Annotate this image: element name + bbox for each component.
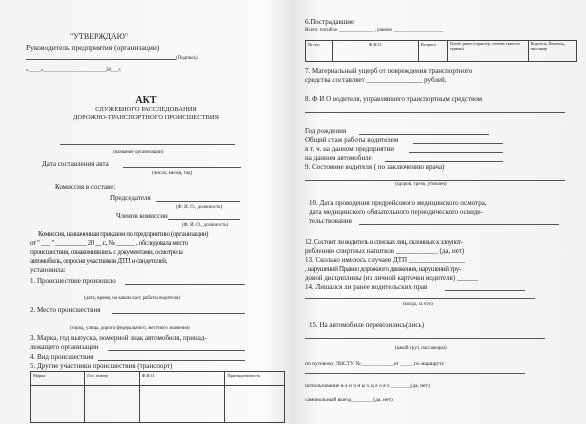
- table-header-cell: Принадлежность: [225, 372, 285, 386]
- head-org-label: Руководитель предприятия (организации): [26, 43, 160, 52]
- car-experience-line: [385, 161, 503, 162]
- question-15: 15. На автомобиле перевозились(лись): [309, 321, 425, 329]
- table-header-cell: Погиб, ранен (характер, степень тяжести травмы): [447, 41, 528, 62]
- question-14: 14. Лишался ли ранее водительских прав: [305, 283, 428, 291]
- question-8: 8. Ф И О водителя, управлявшего транспортным средством: [305, 95, 483, 103]
- members-label: Членов комиссии: [116, 212, 168, 220]
- question-3-fill-line: [108, 350, 245, 351]
- table-row: [31, 372, 285, 386]
- approve-stamp: "УТВЕРЖДАЮ": [70, 32, 129, 41]
- participants-table: [30, 371, 285, 423]
- question-9: 9. Состояние водителя ( по заключению врача): [305, 163, 445, 171]
- question-4: 4. Вид происшествия: [30, 353, 94, 361]
- chairman-line: [156, 201, 240, 202]
- act-date-line: [123, 167, 241, 168]
- chairman-hint: (Ф. И. О., должность): [176, 205, 223, 210]
- right-page: [295, 0, 586, 424]
- question-1-line: [125, 284, 245, 285]
- table-header-cell: Ф.И.О.: [332, 41, 418, 62]
- company-experience-label: в т. ч. на данном предприятии: [305, 145, 395, 153]
- driver-state-line: [305, 180, 565, 181]
- members-hint: (Ф. И. О., должность): [182, 223, 229, 228]
- question-5: 5. Другие участники происшествия (транспорт): [30, 362, 173, 370]
- question-13-line-1: 13. Сколько имелось случаев ДТП ________________: [305, 256, 465, 264]
- question-10-fill-line: [359, 224, 559, 225]
- birth-year-line: [359, 134, 489, 135]
- victims-table: [305, 40, 577, 62]
- question-12-line-2: реблению спиртных напитков ____________ (да, нет): [305, 247, 465, 255]
- question-2-hint: (город, улица, дорога федерального, местного значения): [70, 326, 190, 331]
- chairman-label: Председателя: [110, 194, 151, 202]
- table-header-cell: Возраст: [418, 41, 447, 62]
- unauthorized-trip-line: самовольный выезд________(да, нет): [305, 397, 393, 403]
- table-header-cell: № п/п: [306, 41, 333, 62]
- company-experience-line: [409, 152, 503, 153]
- victims-total: Всего: погибло ______________ , ранено ____________________: [305, 28, 444, 33]
- table-header-cell: Ф.И.О.: [139, 372, 225, 386]
- left-page: [0, 0, 292, 424]
- order-line-5: установила:: [30, 266, 66, 274]
- org-name-hint: (название организации): [113, 150, 164, 155]
- waybill-line: по путевому ЛИСТУ №____________от _____по маршруту: [305, 361, 445, 367]
- total-experience-label: Общий стаж работы водителем: [305, 136, 399, 144]
- question-4-line: [98, 360, 245, 361]
- act-date-label: Дата составления акта: [42, 160, 109, 168]
- total-experience-line: [413, 143, 503, 144]
- question-14-line: [445, 290, 525, 291]
- order-line-3: происшествия, ознакомившись с документами, осмотрела: [30, 248, 183, 256]
- question-2-line: [112, 313, 245, 314]
- question-3-line-1: 3. Марка, год выпуска, номерной знак автомобиля, принад-: [30, 334, 207, 342]
- commission-label: Комиссия в составе:: [55, 183, 116, 191]
- question-14-line-2: [305, 298, 535, 299]
- question-15-line: [305, 338, 545, 339]
- order-line-4: автомобиль, опросив участников ДТП и свидетелей,: [30, 257, 167, 265]
- table-row: [31, 386, 285, 423]
- route-line: [305, 373, 525, 374]
- question-6: 6.Пострадавшие: [305, 18, 355, 26]
- members-line: [168, 219, 240, 220]
- order-line-2: от " ___ " __________ 20 __ г., № ______ , обследовала место: [30, 239, 188, 247]
- question-2: 2. Место происшествия: [30, 306, 101, 314]
- birth-year-label: Год рождения: [305, 127, 347, 135]
- table-header-cell: Гос. номер: [85, 372, 139, 386]
- act-title: АКТ: [135, 95, 157, 106]
- table-header-cell: Марка: [31, 372, 85, 386]
- question-10-line-1: 10. Дата проведения предрейсового медицинского осмотра,: [309, 199, 487, 207]
- table-header-cell: Водитель, Пешеход, пассажир: [528, 41, 576, 62]
- question-3-line-2: лежащего организации: [30, 343, 99, 351]
- question-10-line-3: тельствования: [309, 217, 352, 225]
- signature-line: [26, 59, 176, 60]
- question-1-hint: (дата, время, на каком часу работы водителя): [84, 296, 180, 301]
- act-subtitle-1: СЛУЖЕБНОГО РАССЛЕДОВАНИЯ: [95, 106, 197, 113]
- question-12-line-1: 12. Состоит ли водитель в списках лиц, склонных к злоупот-: [305, 238, 463, 246]
- approval-date-line: «_____»_________________________20___г.: [26, 68, 122, 73]
- car-experience-label: на данном автомобиле: [305, 154, 372, 162]
- question-14-hint: (когда, за что): [403, 302, 433, 307]
- order-line-1: Комиссия, назначенная приказом по предприятию (организации): [38, 230, 209, 238]
- signature-hint: (Подпись): [176, 56, 198, 61]
- question-1: 1. Происшествие произошло: [30, 277, 116, 285]
- question-9-hint: (здоров, трезв, утомлен): [395, 182, 447, 187]
- question-7-line-1: 7. Материальный ущерб от повреждения транспортного: [305, 67, 473, 75]
- question-7-line-2: средства составляет ________________ рублей.: [305, 76, 447, 84]
- question-10-line-2: дата медицинского обязательного периодического освиде-: [309, 208, 483, 216]
- table-row: [306, 41, 577, 62]
- act-subtitle-2: ДОРОЖНО-ТРАНСПОРТНОГО ПРОИСШЕСТВИЯ: [73, 114, 219, 121]
- question-13-line-2: , нарушений Правил дорожного движения, нарушений тру-: [305, 265, 461, 273]
- act-date-hint: (число, месяц, год): [152, 171, 193, 176]
- question-15-hint: (какой груз, пассажиры): [395, 346, 447, 351]
- question-13-line-3: довой дисциплины (из личной карточки водителя) ______: [305, 274, 478, 282]
- org-name-line: [60, 144, 235, 145]
- personal-use-line: использование в л и ч н ы х ц е л я х _______(да, нет): [305, 383, 430, 389]
- driver-name-line: [305, 112, 565, 113]
